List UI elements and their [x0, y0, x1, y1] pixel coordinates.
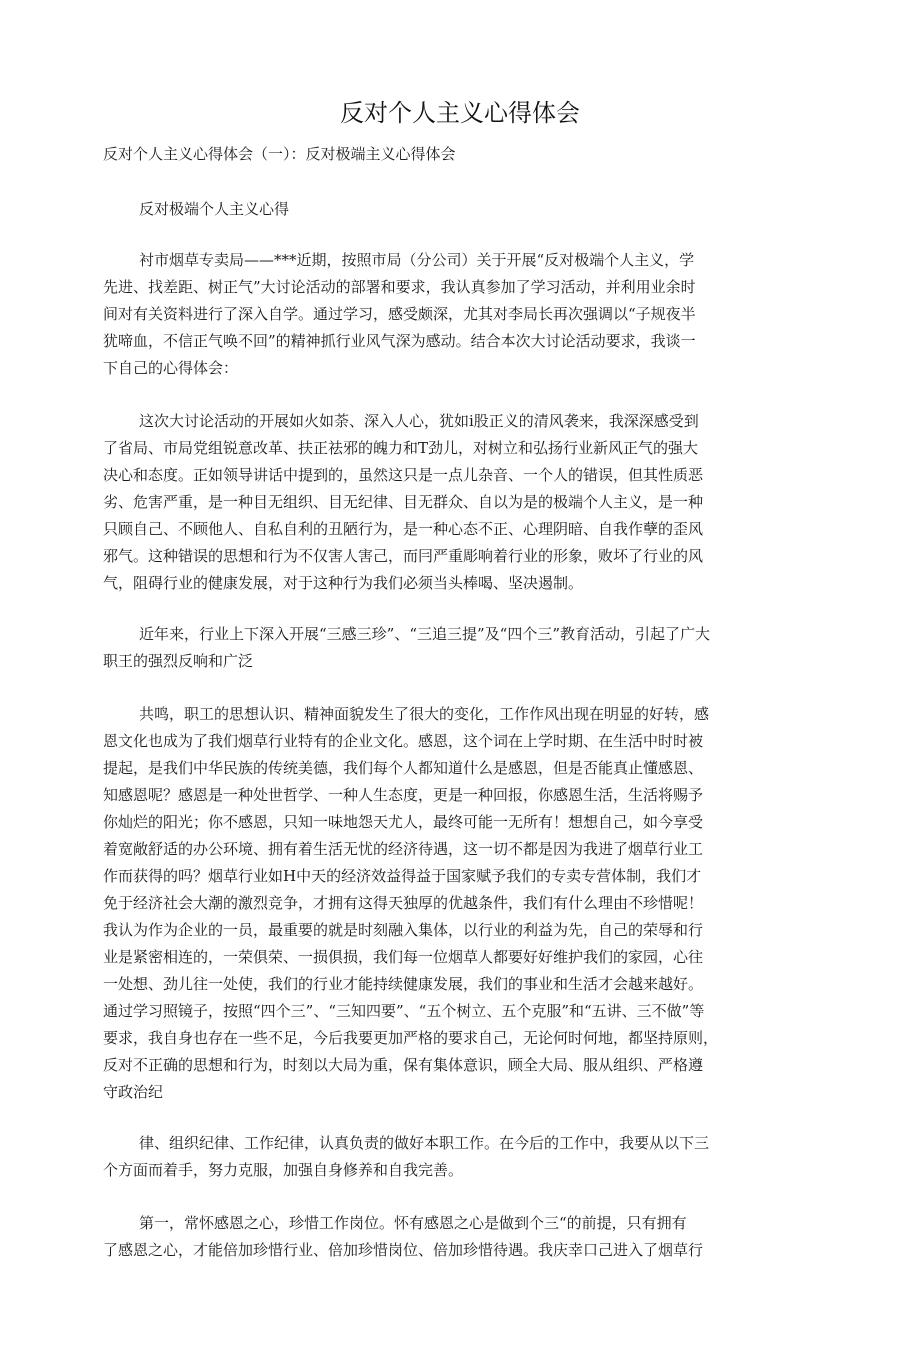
paragraph-recent-years	[103, 621, 803, 675]
text-line: 气，阻碍行业的健康发展，对于这种行为我们必须当头棒喝、坚决遏制。	[103, 574, 584, 592]
text-line: 提起，是我们中华民族的传统美德，我们每个人都知道什么是感恩，但是否能真止懂感恩、	[103, 759, 704, 777]
text-line: 反对极端个人主义心得	[139, 200, 290, 218]
text-line: 下自己的心得体会：	[103, 359, 239, 377]
text-line: 恩文化也成为了我们烟草行业特有的企业文化。感恩，这个词在上学时期、在生活中时时被	[103, 732, 704, 750]
text-line: 这次大讨论活动的开展如火如荼、深入人心，犹如i股正义的清风袭来，我深深感受到	[139, 412, 699, 430]
text-line: 业是紧密相连的，一荣俱荣、一损俱损，我们每一位烟草人都要好好维护我们的家园，心往	[103, 948, 704, 966]
text-line: 免于经济社会大潮的激烈竞争，才拥有这得天独厚的优越条件，我们有什么理由不珍惜呢！	[103, 894, 704, 912]
text-line: 犹啼血，不信正气唤不回”的精神抓行业风气深为感动。结合本次大讨论活动要求，我谈一	[103, 332, 696, 350]
paragraph-discipline	[103, 1130, 803, 1184]
text-line: 只顾自己、不顾他人、自私自利的丑陋行为，是一种心态不正、心理阴暗、自我作孽的歪风	[103, 520, 704, 538]
text-line: 间对有关资料进行了深入自学。通过学习，感受颇深，尤其对李局长再次强调以“子规夜半	[103, 305, 696, 323]
text-line: 你灿烂的阳光；你不感恩，只知一味地怨天尤人，最终可能一无所有！想想自己，如今享受	[103, 813, 704, 831]
paragraph-first-point	[103, 1210, 803, 1264]
text-line: 我认为作为企业的一员，最重要的就是时刻融入集体，以行业的利益为先，自己的荣辱和行	[103, 921, 704, 939]
text-line: 近年来，行业上下深入开展“三感三珍”、“三追三提”及“四个三”教育活动，引起了广大	[139, 625, 711, 643]
text-line: 一处想、劲儿往一处使，我们的行业才能持续健康发展，我们的事业和生活才会越来越好。	[103, 975, 704, 993]
text-line: 决心和态度。正如领导讲话中提到的，虽然这只是一点儿杂音、一个人的错误，但其性质恶	[103, 466, 704, 484]
document-title: 反对个人主义心得体会	[340, 99, 580, 127]
text-line: 第一，常怀感恩之心，珍惜工作岗位。怀有感恩之心是做到个三“的前提，只有拥有	[139, 1214, 687, 1232]
text-line: 要求，我自身也存在一些不足，今后我要更加严格的要求自己，无论何时何地，都坚持原则，	[103, 1029, 719, 1047]
text-line: 邪气。这种错误的思想和行为不仅害人害己，而冃严重彫响着行业的形象，败坏了行业的风	[103, 547, 704, 565]
text-line: 了感恩之心，才能倍加珍惜行业、倍加珍惜岗位、倍加珍惜待遇。我庆幸口己进入了烟草行	[103, 1241, 704, 1259]
paragraph-discussion	[103, 408, 803, 597]
text-line: 守政治纪	[103, 1083, 164, 1101]
paragraph-intro	[103, 247, 803, 382]
text-line: 律、组织纪律、工作纪律，认真负责的做好本职工作。在今后的工作中，我要从以下三	[139, 1134, 710, 1152]
text-line: 劣、危害严重，是一种目无组织、目无纪律、目无群众、自以为是的极端个人主义，是一种	[103, 493, 704, 511]
document-subtitle: 反对个人主义心得体会（一）：反对极端主义心得体会	[103, 145, 456, 163]
text-line: 知感恩呢？感恩是一种处世哲学、一种人生态度，更是一种回报，你感恩生活，生活将赐予	[103, 786, 704, 804]
text-line: 职王的强烈反响和广泛	[103, 652, 254, 670]
text-line: 反对不正确的思想和行为，时刻以大局为重，保有集体意识，顾全大局、服从组织、严格遵	[103, 1056, 704, 1074]
text-line: 了省局、市局党组锐意改革、扶正祛邪的魄力和T劲儿，对树立和弘扬行业新风正气的强大	[103, 439, 699, 457]
text-line: 个方面而着手，努力克服，加强自身修养和自我完善。	[103, 1161, 464, 1179]
text-line: 先进、找差距、树正气”大讨论活动的部署和要求，我认真参加了学习活动，并利用业余时	[103, 278, 696, 296]
paragraph-gratitude	[103, 701, 803, 1106]
text-line: 着宽敞舒适的办公环境、拥有着生活无忧的经济待遇，这一切不都是因为我进了烟草行业工	[103, 840, 704, 858]
paragraph-heading	[103, 196, 803, 223]
text-line: 衬市烟草专卖局——***近期，按照市局（分公司）关于开展“反对极端个人主义，学	[139, 251, 695, 269]
text-line: 通过学习照镜子，按照“四个三”、“三知四要”、“五个树立、五个克服”和“五讲、三不做”等	[103, 1002, 705, 1020]
text-line: 共鸣，职工的思想认识、精神面貌发生了很大的变化，工作作风出现在明显的好转，感	[139, 705, 710, 723]
text-line: 作而获得的吗？烟草行业如H中天的经济效益得益于国家赋予我们的专卖专营体制，我们才	[103, 867, 702, 885]
